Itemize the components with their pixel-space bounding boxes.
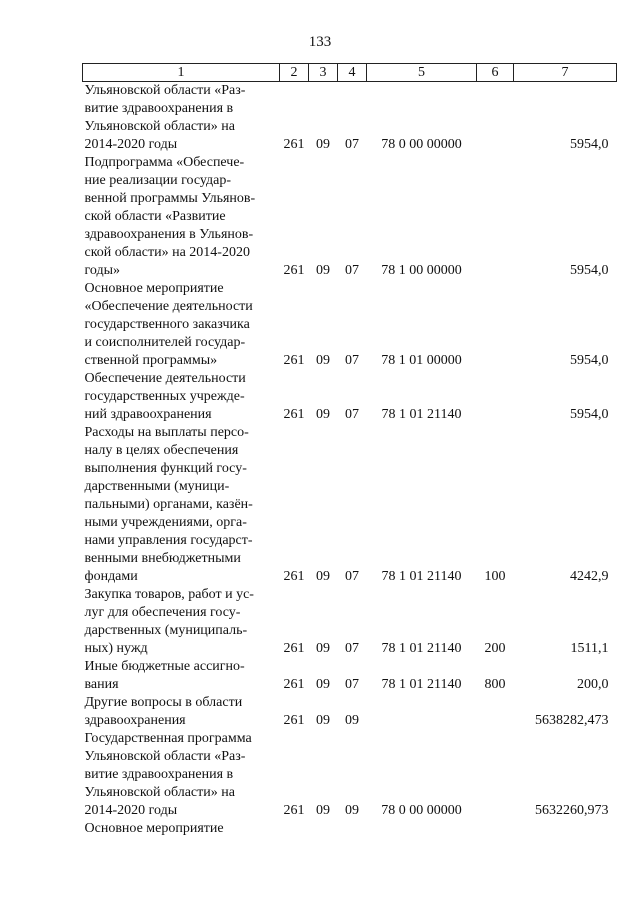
row-ved	[280, 820, 309, 838]
row-pr: 07	[345, 569, 359, 584]
row-name-line: государственного заказчика	[84, 317, 250, 332]
row-vr: 800	[484, 677, 506, 692]
row-name-line: ние реализации государ-	[84, 173, 232, 188]
row-name-line: ской области» на 2014-2020	[84, 245, 250, 260]
row-name-line: пальными) органами, казён-	[84, 497, 253, 512]
row-rz: 09	[316, 803, 330, 818]
row-name-line: луг для обеспечения госу-	[84, 605, 241, 620]
header-col-amount: 7	[514, 64, 617, 82]
page-number: 133	[308, 34, 332, 50]
row-name-line: ных) нужд	[84, 641, 148, 656]
row-name	[83, 280, 280, 370]
row-amount: 5638282,473	[535, 713, 609, 728]
row-rz: 09	[316, 713, 330, 728]
row-name-line: Обеспечение деятельности	[84, 371, 246, 386]
row-name-line: фондами	[84, 569, 138, 584]
row-name	[83, 586, 280, 658]
row-name	[83, 694, 280, 730]
header-col-name: 1	[83, 64, 280, 82]
row-amount	[514, 820, 617, 838]
row-pr: 09	[345, 803, 359, 818]
row-name-line: Государственная программа	[84, 731, 252, 746]
row-pr: 07	[345, 641, 359, 656]
row-cs: 78 1 01 21140	[381, 677, 462, 692]
row-ved: 261	[283, 569, 305, 584]
row-rz	[309, 820, 338, 838]
row-name-line: венной программы Ульянов-	[84, 191, 256, 206]
row-ved: 261	[283, 677, 305, 692]
row-pr: 07	[345, 353, 359, 368]
row-ved: 261	[283, 263, 305, 278]
row-name-line: «Обеспечение деятельности	[84, 299, 253, 314]
row-name-line: Другие вопросы в области	[84, 695, 243, 710]
row-amount: 4242,9	[570, 569, 609, 584]
row-name-line: Основное мероприятие	[84, 281, 224, 296]
row-amount: 5632260,973	[535, 803, 609, 818]
table-row	[83, 730, 617, 820]
row-name-line: нами управления государст-	[84, 533, 253, 548]
row-name-line: здравоохранения	[84, 713, 186, 728]
row-name-line: венными внебюджетными	[84, 551, 241, 566]
row-name-line: ными учреждениями, орга-	[84, 515, 247, 530]
row-rz: 09	[316, 407, 330, 422]
row-name-line: здравоохранения в Ульянов-	[84, 227, 254, 242]
row-name-line: государственных учрежде-	[84, 389, 245, 404]
row-name-line: ской области «Развитие	[84, 209, 226, 224]
row-rz: 09	[316, 641, 330, 656]
table-row	[83, 280, 617, 370]
row-cs	[367, 820, 477, 838]
row-name-line: ний здравоохранения	[84, 407, 212, 422]
table-row	[83, 154, 617, 280]
row-amount: 5954,0	[570, 407, 609, 422]
row-vr: 100	[484, 569, 506, 584]
row-cs: 78 1 01 21140	[381, 569, 462, 584]
row-pr: 07	[345, 677, 359, 692]
row-name-line: годы»	[84, 263, 121, 278]
row-rz: 09	[316, 137, 330, 152]
row-cs: 78 1 01 21140	[381, 641, 462, 656]
row-vr	[477, 820, 514, 838]
table-row	[83, 370, 617, 424]
row-cs: 78 1 00 00000	[381, 263, 462, 278]
row-name-line: выполнения функций госу-	[84, 461, 247, 476]
row-name-line: Ульяновской области «Раз-	[84, 749, 246, 764]
row-ved: 261	[283, 713, 305, 728]
row-amount: 5954,0	[570, 353, 609, 368]
row-name-line: налу в целях обеспечения	[84, 443, 239, 458]
row-name-line: Основное мероприятие	[84, 821, 224, 836]
row-name	[83, 730, 280, 820]
table-row	[83, 82, 617, 155]
row-name-line: Ульяновской области» на	[84, 785, 235, 800]
row-pr: 07	[345, 137, 359, 152]
row-name-line: Расходы на выплаты персо-	[84, 425, 249, 440]
row-amount: 200,0	[577, 677, 609, 692]
table-row	[83, 424, 617, 586]
row-pr: 09	[345, 713, 359, 728]
row-name	[83, 424, 280, 586]
row-name-line: Подпрограмма «Обеспече-	[84, 155, 245, 170]
row-rz: 09	[316, 353, 330, 368]
row-name-line: 2014-2020 годы	[84, 803, 178, 818]
row-cs: 78 0 00 00000	[381, 137, 462, 152]
row-name-line: ственной программы»	[84, 353, 218, 368]
row-name-line: и соисполнителей государ-	[84, 335, 246, 350]
row-name	[83, 820, 280, 838]
row-name-line: вания	[84, 677, 119, 692]
row-ved: 261	[283, 353, 305, 368]
row-name-line: Иные бюджетные ассигно-	[84, 659, 245, 674]
row-vr: 200	[484, 641, 506, 656]
row-vr	[477, 694, 514, 730]
row-name-line: дарственными (муници-	[84, 479, 230, 494]
row-name-line: витие здравоохранения в	[84, 101, 234, 116]
header-col-ved: 2	[280, 64, 309, 82]
row-name-line: Закупка товаров, работ и ус-	[84, 587, 254, 602]
row-name	[83, 154, 280, 280]
row-cs: 78 1 01 00000	[381, 353, 462, 368]
table-header-row	[83, 64, 617, 82]
row-name-line: Ульяновской области «Раз-	[84, 83, 246, 98]
row-cs: 78 0 00 00000	[381, 803, 462, 818]
row-rz: 09	[316, 263, 330, 278]
table-body	[83, 82, 617, 839]
row-cs	[367, 694, 477, 730]
row-name-line: Ульяновской области» на	[84, 119, 235, 134]
row-amount: 5954,0	[570, 263, 609, 278]
row-name	[83, 370, 280, 424]
row-vr	[477, 82, 514, 155]
row-pr	[338, 820, 367, 838]
table-row	[83, 658, 617, 694]
row-name-line: витие здравоохранения в	[84, 767, 234, 782]
table-row	[83, 586, 617, 658]
table-row	[83, 694, 617, 730]
row-cs: 78 1 01 21140	[381, 407, 462, 422]
row-name	[83, 658, 280, 694]
row-name-line: дарственных (муниципаль-	[84, 623, 248, 638]
row-ved: 261	[283, 641, 305, 656]
row-ved: 261	[283, 803, 305, 818]
header-col-pr: 4	[338, 64, 367, 82]
row-vr	[477, 154, 514, 280]
row-pr: 07	[345, 407, 359, 422]
table-row	[83, 820, 617, 838]
budget-table	[82, 63, 617, 838]
row-name-line: 2014-2020 годы	[84, 137, 178, 152]
row-pr: 07	[345, 263, 359, 278]
row-amount: 1511,1	[570, 641, 609, 656]
header-col-cs: 5	[367, 64, 477, 82]
header-col-rz: 3	[309, 64, 338, 82]
row-vr	[477, 730, 514, 820]
row-rz: 09	[316, 677, 330, 692]
header-col-vr: 6	[477, 64, 514, 82]
row-name	[83, 82, 280, 155]
row-amount: 5954,0	[570, 137, 609, 152]
row-ved: 261	[283, 407, 305, 422]
row-ved: 261	[283, 137, 305, 152]
row-rz: 09	[316, 569, 330, 584]
row-vr	[477, 370, 514, 424]
row-vr	[477, 280, 514, 370]
